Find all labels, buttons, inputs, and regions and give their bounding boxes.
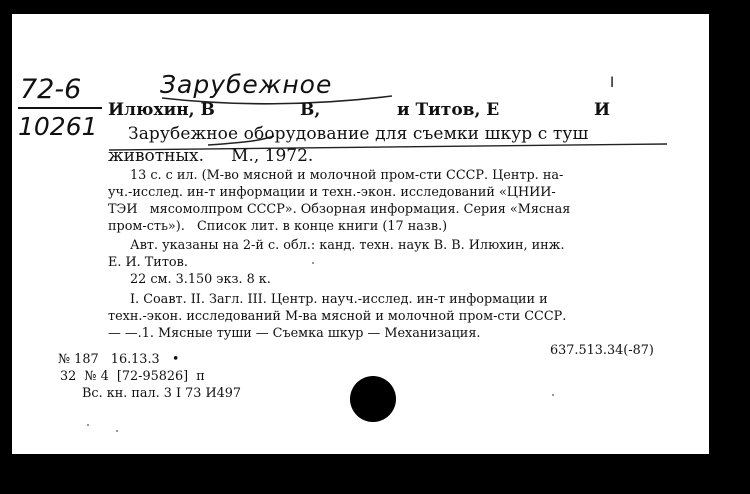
handwritten-subject: Зарубежное: [160, 70, 333, 99]
catalog-card: [12, 14, 709, 454]
dust-speck: [116, 430, 118, 432]
author-coauthor: и Титов, Е: [397, 100, 500, 120]
authors-note-line-1: Авт. указаны на 2-й с. обл.: канд. техн. наук В. В. Илюхин, инж.: [130, 238, 565, 253]
punch-hole: [350, 376, 396, 422]
tracings-line-1: I. Соавт. II. Загл. III. Центр. науч.-исслед. ин-т информации и: [130, 292, 548, 307]
dust-speck: [552, 394, 554, 396]
author-coauthor-initial: И: [594, 100, 611, 120]
title-line-2: животных. М., 1972.: [108, 146, 314, 166]
description-line-3: ТЭИ мясомолпром СССР». Обзорная информация. Серия «Мясная: [108, 202, 571, 217]
description-line-2: уч.-исслед. ин-т информации и техн.-экон. исследований «ЦНИИ-: [108, 185, 556, 200]
call-number-top: 72-6: [20, 74, 82, 105]
authors-note-line-2: Е. И. Титов.: [108, 255, 188, 270]
author-primary: Илюхин, В: [108, 100, 215, 120]
physical-description: 22 см. 3.150 экз. 8 к.: [130, 272, 271, 287]
handwritten-tick: I: [610, 75, 615, 91]
udc-number: 637.513.34(-87): [550, 343, 654, 358]
call-number-bottom: 10261: [18, 112, 98, 141]
dust-speck: [87, 424, 89, 426]
footer-line-2: 32 № 4 [72-95826] п: [60, 369, 205, 384]
footer-line-3: Вс. кн. пал. 3 I 73 И497: [82, 386, 242, 401]
tracings-line-3: — —.1. Мясные туши — Съемка шкур — Механизация.: [108, 326, 481, 341]
dust-speck: [312, 262, 314, 264]
author-primary-initial: В,: [300, 100, 321, 120]
title-line-1: Зарубежное оборудование для съемки шкур с туш: [128, 124, 589, 144]
footer-line-1: № 187 16.13.3 •: [58, 352, 180, 367]
description-line-1: 13 с. с ил. (М-во мясной и молочной пром-сти СССР. Центр. на-: [130, 168, 564, 183]
tracings-line-2: техн.-экон. исследований М-ва мясной и молочной пром-сти СССР.: [108, 309, 567, 324]
description-line-4: пром-сть»). Список лит. в конце книги (17 назв.): [108, 219, 448, 234]
